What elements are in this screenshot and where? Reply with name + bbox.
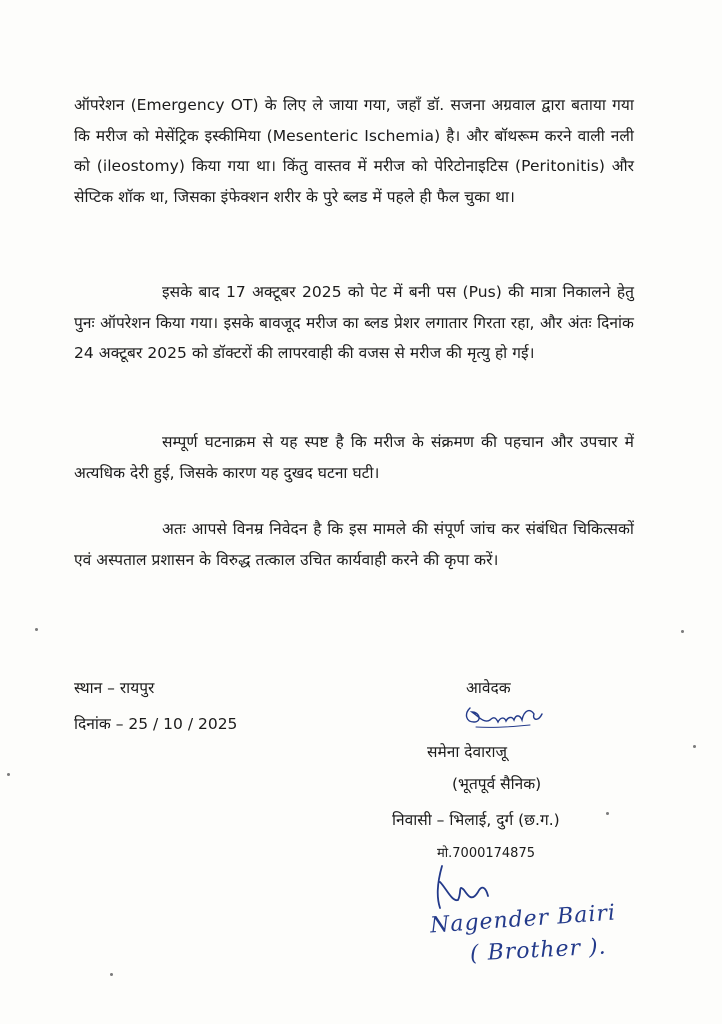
scan-speck — [681, 630, 684, 633]
scan-speck — [606, 812, 609, 815]
applicant-name: समेना देवाराजू — [427, 743, 508, 761]
scan-speck — [7, 773, 10, 776]
letter-paragraph-1: ऑपरेशन (Emergency OT) के लिए ले जाया गया, जहाँ डॉ. सजना अग्रवाल द्वारा बताया गया कि मरीज को मेसेंट्रिक इस्कीमिया (Mesenteric Ischemia) है। और बॉथरूम करने वाली नली को (ileostomy) किया गया था। किंतु वास्तव में मरीज को पेरिटोनाइटिस (Peritonitis) और सेप्टिक शॉक था, जिसका इंफेक्शन शरीर के पुरे ब्लड में पहले ही फैल चुका था। — [74, 96, 634, 206]
handwritten-note-line-1: Nagender Bairi — [429, 900, 617, 939]
applicant-rank: (भूतपूर्व सैनिक) — [452, 775, 542, 793]
applicant-signature — [460, 700, 550, 734]
handwritten-note-line-2: ( Brother ). — [469, 934, 608, 967]
letter-place: स्थान – रायपुर — [74, 679, 155, 697]
letter-paragraph-3: सम्पूर्ण घटनाक्रम से यह स्पष्ट है कि मरीज के संक्रमण की पहचान और उपचार में अत्यधिक देरी हुई, जिसके कारण यह दुखद घटना घटी। — [74, 433, 634, 482]
applicant-address: निवासी – भिलाई, दुर्ग (छ.ग.) — [392, 811, 560, 829]
applicant-phone: मो.7000174875 — [437, 846, 535, 861]
letter-date: दिनांक – 25 / 10 / 2025 — [74, 715, 238, 733]
brother-signature — [428, 862, 498, 914]
scan-speck — [35, 628, 38, 631]
scan-speck — [693, 745, 696, 748]
letter-paragraph-2: इसके बाद 17 अक्टूबर 2025 को पेट में बनी पस (Pus) की मात्रा निकालने हेतु पुनः ऑपरेशन किया गया। इसके बावजूद मरीज का ब्लड प्रेशर लगातार गिरता रहा, और अंतः दिनांक 24 अक्टूबर 2025 को डॉक्टरों की लापरवाही की वजस से मरीज की मृत्यु हो गई। — [74, 283, 634, 362]
letter-paragraph-4: अतः आपसे विनम्र निवेदन है कि इस मामले की संपूर्ण जांच कर संबंधित चिकित्सकों एवं अस्पताल प्रशासन के विरुद्ध तत्काल उचित कार्यवाही करने की कृपा करें। — [74, 520, 634, 569]
scan-speck — [110, 973, 113, 976]
applicant-label: आवेदक — [466, 679, 511, 697]
